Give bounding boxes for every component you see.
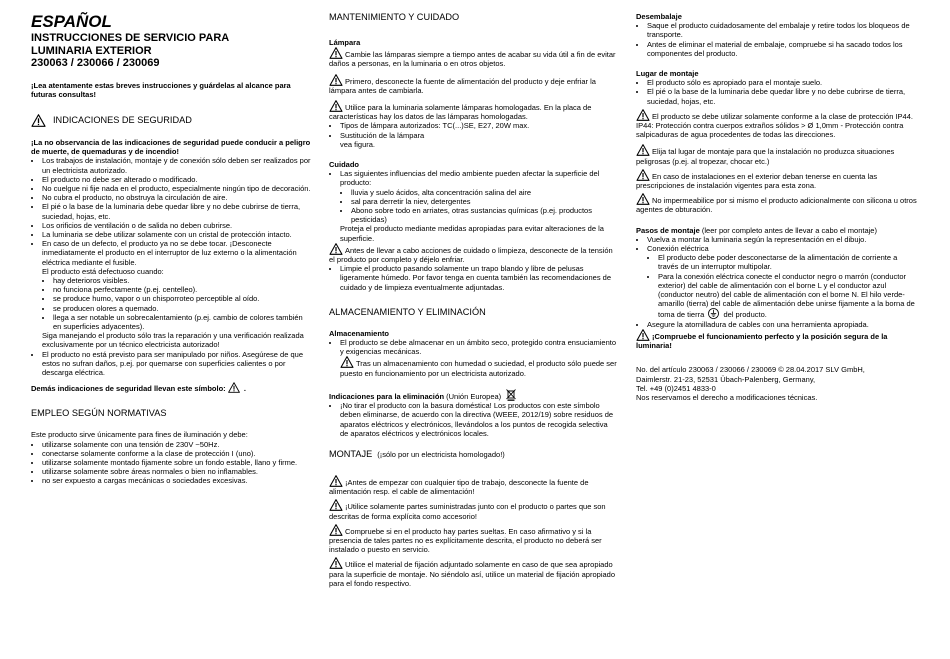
list-item: • No cuelgue ni fije nada en el producto, especialmente ningún tipo de decoración. (42, 184, 312, 193)
lamp-heading: Lámpara (329, 38, 361, 47)
list-item: • El producto no debe ser alterado o modificado. (42, 175, 312, 184)
more-safety-note: Demás indicaciones de seguridad llevan este símbolo: . (31, 384, 246, 394)
steps-heading-text: Pasos de montaje (636, 225, 700, 235)
list-item: • Antes de eliminar el material de embalaje, compruebe si ha sacado todos los componentes del producto. (647, 40, 919, 58)
footer-line: No. del artículo 230063 / 230066 / 230069 © 28.04.2017 SLV GmbH, (636, 365, 865, 375)
lamp-warning-1 (329, 47, 618, 68)
usage-heading: EMPLEO SEGÚN NORMATIVAS (31, 408, 167, 419)
list-item: • no ser expuesto a cargas mecánicas o sociedades excesivas. (42, 476, 312, 485)
steps-list (636, 235, 919, 253)
list-item: • Conexión eléctrica (647, 244, 919, 253)
safety-warning: ¡La no observancia de las indicaciones de seguridad puede conducir a peligro de muerte, de quemaduras y de incendio! (31, 137, 311, 157)
location-warning-2 (636, 144, 919, 165)
list-item: • Saque el producto cuidadosamente del embalaje y retire todos los bloqueos de transporte. (647, 21, 919, 39)
list-item: • El pié o la base de la luminaria debe quedar libre y no debe cubrirse de tierra, suciedad, hojas, etc. (42, 202, 312, 220)
warning-triangle-icon (329, 557, 343, 569)
disposal-heading-text: Indicaciones para la eliminación (329, 391, 445, 401)
lamp-warning-3 (329, 100, 618, 121)
mounting-heading (329, 449, 618, 460)
footer-line: Tel. +49 (0)2451 4833-0 (636, 383, 716, 393)
list-item: • Los trabajos de instalación, montaje y de conexión sólo deben ser realizados por un electricista autorizado. (42, 156, 312, 174)
lamp-warning-3-text: Utilice para la luminaria solamente lámparas homologadas. En la placa de características hay los datos de las lámparas homologadas. (329, 103, 592, 122)
location-warning-4 (636, 193, 919, 214)
final-check-text: ¡Compruebe el funcionamiento perfecto y la posición segura de la luminaria! (636, 331, 888, 351)
ip-description: IP44: Protección contra cuerpos extraños sólidos > Ø 1,0mm - Protección contra salpicaduras de agua procedentes de todas las direcciones. (636, 121, 904, 140)
warning-triangle-icon (329, 47, 343, 59)
mounting-warning-3-text: Compruebe si en el producto hay partes sueltas. En caso afirmativo y si la presencia de tales partes no es explícitamente descrita, el producto no deberá ser instalado o puesto en servicio. (329, 526, 602, 555)
list-item: • lluvia y suelo ácidos, alta concentración salina del aire (351, 188, 618, 197)
packaging-heading: Desembalaje (636, 12, 682, 21)
safety-heading-text: INDICACIONES DE SEGURIDAD (53, 114, 192, 125)
store-warning (329, 356, 618, 377)
intro-text: ¡Lea atentamente estas breves instrucciones y guárdelas al alcance para futuras consultas! (31, 80, 291, 99)
language-title: ESPAÑOL (31, 12, 112, 31)
warning-triangle-icon (31, 114, 46, 127)
list-item (658, 272, 919, 320)
store-list (329, 338, 618, 356)
warning-triangle-icon (329, 100, 343, 112)
list-item: • Limpie el producto pasando solamente un trapo blando y libre de pelusas ligeramente húmedo. Por favor tenga en cuenta también las recomendaciones de cuidado y de limpieza eventualmente adjuntadas. (340, 264, 618, 292)
list-item: • El producto debe poder desconectarse de la alimentación de corriente a través de un interruptor multipolar. (658, 253, 919, 271)
list-item: • El producto no está previsto para ser manipulado por niños. Asegúrese de que estos no sufran daños, p.ej. por quemarse con superficies calientes o por descarga eléctrica. (42, 350, 312, 378)
footer-line: Nos reservamos el derecho a modificaciones técnicas. (636, 392, 818, 402)
location-list (636, 78, 919, 106)
list-item: • utilizarse solamente montado fijamente sobre un fondo estable, llano y firme. (42, 458, 312, 467)
warning-triangle-icon (329, 74, 343, 86)
mounting-warning-1-text: ¡Antes de empezar con cualquier tipo de trabajo, desconecte la fuente de alimentación resp. el cable de alimentación! (329, 477, 589, 497)
location-warning-1 (636, 109, 919, 121)
mounting-warning-2 (329, 499, 618, 520)
list-item: • En caso de un defecto, el producto ya no se debe tocar. ¡Desconecte inmediatamente el producto en el interruptor de luz externo o la alimentación eléctrica mediante el fusible. (42, 239, 312, 267)
connection-text: Para la conexión eléctrica conecte el conductor negro o marrón (conductor exterior) del cable de alimentación con el borne L y el conductor azul (conductor neutro) del cable de alimentación con el borne N. El hilo verde-amarillo (tierra) del cable de alimentación debe unirse fijamente a la borna de toma de tierra (658, 271, 915, 320)
store-heading: Almacenamiento (329, 328, 390, 338)
list-item: • utilizarse solamente con una tensión de 230V ~50Hz. (42, 440, 312, 449)
warning-triangle-icon (636, 193, 650, 205)
care-list-2 (329, 264, 618, 292)
defect-intro: El producto está defectuoso cuando: (42, 266, 164, 276)
warning-triangle-icon (329, 475, 343, 487)
safety-list (31, 156, 312, 266)
care-protect: Proteja el producto mediante medidas apropiadas para evitar alteraciones de la superficie. (340, 224, 604, 243)
care-heading: Cuidado (329, 160, 359, 170)
more-safety-text: Demás indicaciones de seguridad llevan este símbolo: (31, 384, 226, 394)
steps-heading (636, 226, 919, 235)
footer-line: Daimlerstr. 21-23, 52531 Übach-Palenberg, Germany, (636, 374, 816, 384)
usage-intro: Este producto sirve únicamente para fines de iluminación y debe: (31, 430, 248, 440)
ground-symbol-icon (708, 308, 719, 319)
mounting-warning-4-text: Utilice el material de fijación adjuntado solamente en caso de que sea apropiado para la superficie de montaje. No siéndolo así, utilice un material de fijación apropiado para el fondo respectivo. (329, 560, 615, 588)
care-list (329, 169, 618, 187)
lamp-figure-note: vea figura. (340, 139, 376, 149)
column-2 (329, 12, 618, 588)
steps-list-2 (636, 320, 919, 329)
list-item: • El producto sólo es apropiado para el montaje suelo. (647, 78, 919, 87)
doc-title-line-3: 230063 / 230066 / 230069 (31, 57, 160, 69)
children-list (31, 350, 312, 378)
care-sublist (329, 188, 618, 225)
location-warning-3-text: En caso de instalaciones en el exterior deban tenerse en cuenta las prescripciones de instalación vigentes para esta zona. (636, 171, 878, 191)
care-warning-text: Antes de llevar a cabo acciones de cuidado o limpieza, desconecte de la tensión el producto por completo y déjelo enfriar. (329, 245, 613, 265)
lamp-list (329, 121, 618, 139)
list-item: • El producto se debe almacenar en un ámbito seco, protegido contra ensuciamiento y exigencias mecánicas. (340, 338, 618, 356)
warning-triangle-icon (636, 109, 650, 121)
list-item: • se producen olores a quemado. (53, 304, 312, 313)
connection-tail: del producto. (723, 310, 767, 320)
care-warning (329, 243, 618, 264)
list-item: • Tipos de lámpara autorizados: TC(...)SE, E27, 20W max. (340, 121, 618, 130)
list-item: • ¡No tirar el producto con la basura doméstica! Los productos con este símbolo deben eliminarse, de acuerdo con la directiva (WEEE, 2012/19) sobre residuos de aparatos eléctricos y electrónicos, llevándolos a los puntos de recogida selectiva de aparatos eléctricos y electrónicos locales. (340, 401, 618, 438)
list-item: • se produce humo, vapor o un chisporroteo perceptible al oído. (53, 294, 312, 303)
location-warning-4-text: No impermeabilice por si mismo el producto adicionalmente con silicona u otros agentes de obturación. (636, 196, 917, 215)
list-item: • no funciona perfectamente (p.ej. centelleo). (53, 285, 312, 294)
disposal-region: (Unión Europea) (446, 391, 502, 401)
mounting-warning-3 (329, 524, 618, 555)
lamp-warning-2 (329, 74, 618, 95)
warning-triangle-icon (329, 499, 343, 511)
mounting-warning-4 (329, 557, 618, 588)
doc-title-line-2: LUMINARIA EXTERIOR (31, 44, 152, 57)
list-item: • Sustitución de la lámpara (340, 131, 618, 140)
mounting-heading-text: MONTAJE (329, 448, 373, 459)
list-item: • La luminaria se debe utilizar solamente con un cristal de protección intacto. (42, 230, 312, 239)
location-warning-1-text: El producto se debe utilizar solamente conforme a la clase de protección IP44. (652, 111, 913, 121)
usage-list (31, 440, 312, 486)
list-item: • conectarse solamente conforme a la clase de protección I (uno). (42, 449, 312, 458)
warning-triangle-icon (636, 329, 650, 341)
disposal-heading (329, 389, 618, 401)
final-check (636, 329, 919, 350)
list-item: • sal para derretir la niev, detergentes (351, 197, 618, 206)
store-warning-text: Tras un almacenamiento con humedad o suciedad, el producto sólo puede ser puesto en funcionamiento por un electricista autorizado. (340, 359, 617, 378)
doc-title-line-1: INSTRUCCIONES DE SERVICIO PARA (31, 32, 230, 44)
list-item: • llega a ser notable un sobrecalentamiento (p.ej. cambio de colores también en superficies adyacentes). (53, 313, 312, 331)
list-item: • No cubra el producto, no obstruya la circulación de aire. (42, 193, 312, 202)
steps-sublist (636, 253, 919, 319)
defect-outro: Siga manejando el producto sólo tras la reparación y una verificación realizada exclusivamente por un técnico electricista autorizado! (42, 331, 304, 350)
storage-heading: ALMACENAMIENTO Y ELIMINACIÓN (329, 306, 486, 317)
warning-triangle-icon (636, 169, 650, 181)
mounting-warning-2-text: ¡Utilice solamente partes suministradas junto con el producto o partes que son descritas de forma explícita como accesorio! (329, 502, 606, 521)
safety-heading (31, 114, 312, 127)
warning-triangle-icon (329, 243, 343, 255)
column-3 (636, 12, 919, 402)
list-item: • Vuelva a montar la luminaria según la representación en el dibujo. (647, 235, 919, 244)
warning-triangle-icon (636, 144, 650, 156)
warning-triangle-icon (228, 382, 240, 393)
packaging-list (636, 21, 919, 58)
steps-heading-note: (leer por completo antes de llevar a cabo el montaje) (701, 225, 877, 235)
location-heading: Lugar de montaje (636, 69, 699, 79)
list-item: • utilizarse solamente sobre áreas normales o bien no inflamables. (42, 467, 312, 476)
list-item: • Los orificios de ventilación o de salida no deben cubrirse. (42, 221, 312, 230)
list-item: • hay deterioros visibles. (53, 276, 312, 285)
list-item: • Abono sobre todo en arriates, otras sustancias químicas (p.ej. productos pesticidas) (351, 206, 618, 224)
mounting-warning-1 (329, 475, 618, 496)
lamp-warning-1-text: Cambie las lámparas siempre a tiempo antes de acabar su vida útil a fin de evitar daños a personas, en la luminaria o en otros objetos. (329, 50, 616, 69)
location-warning-2-text: Elija tal lugar de montaje para que la instalación no produzca situaciones peligrosas (p.ej. al tropezar, chocar etc.) (636, 147, 895, 166)
list-item: • Las siguientes influencias del medio ambiente pueden afectar la superficie del producto: (340, 169, 618, 187)
column-1 (31, 12, 312, 486)
lamp-warning-2-text: Primero, desconecte la fuente de alimentación del producto y deje enfriar la lámpara antes de cambiarla. (329, 76, 596, 95)
mounting-heading-note: (¡sólo por un electricista homologado!) (377, 449, 505, 459)
warning-triangle-icon (340, 356, 354, 368)
warning-triangle-icon (329, 524, 343, 536)
maintenance-heading: MANTENIMIENTO Y CUIDADO (329, 12, 460, 22)
location-warning-3 (636, 169, 919, 190)
defect-list (31, 276, 312, 331)
list-item: • Asegure la atornilladura de cables con una herramienta apropiada. (647, 320, 919, 329)
crossed-bin-icon (506, 389, 516, 401)
disposal-list (329, 401, 618, 438)
list-item: • El pié o la base de la luminaria debe quedar libre y no debe cubrirse de tierra, suciedad, hojas, etc. (647, 87, 919, 105)
